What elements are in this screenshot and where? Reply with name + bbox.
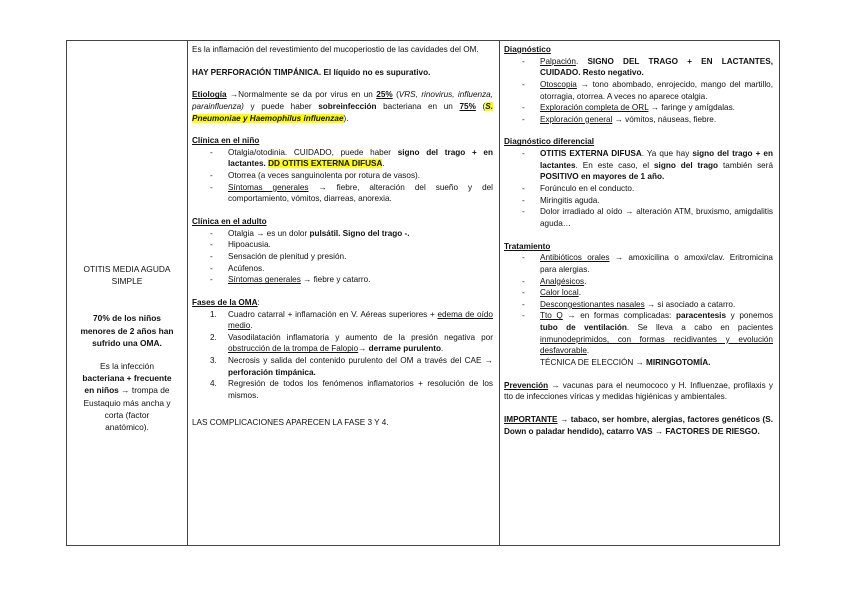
prevalence-note: 70% de los niños menores de 2 años han sufrido una OMA.: [80, 313, 174, 348]
list-item: - Exploración general → vómitos, náuseas, fiebre.: [522, 114, 773, 126]
list-item: - Palpación. SIGNO DEL TRAGO + EN LACTANTES, CUIDADO. Resto negativo.: [522, 56, 773, 79]
list-item: 3. Necrosis y salida del contenido purulento del OM a través del CAE → perforación timpánica.: [210, 356, 493, 377]
definition-text: Es la inflamación del revestimiento del mucoperiostio de las cavidades del OM.: [192, 45, 479, 54]
list-item: - Otalgia → es un dolor pulsátil. Signo del trago -.: [210, 228, 493, 240]
list-item: - Forúnculo en el conducto.: [522, 183, 773, 195]
list-item: - Síntomas generales → fiebre, alteración del sueño y del comportamiento, vómitos, diarreas, anorexia.: [210, 182, 493, 205]
important-paragraph: IMPORTANTE → tabaco, ser hombre, alergias, factores genéticos (S. Down o paladar hendido), catarro VAS → FACTORES DE RIESGO.: [504, 414, 773, 436]
topic-title: OTITIS MEDIA AGUDA SIMPLE: [83, 264, 171, 287]
phases-list: [192, 309, 493, 402]
list-item: - Otoscopia → tono abombado, enrojecido, mango del martillo, otorragia, otorrea. A veces no aparece otalgia.: [522, 79, 773, 102]
differential-list: [504, 148, 773, 229]
list-item: - Hipoacusia.: [210, 239, 493, 251]
phases-heading: Fases de la OMA:: [192, 297, 260, 307]
list-item: 2. Vasodilatación inflamatoria y aumento de la presión negativa por obstrucción de la trompa de Falopio→ derrame purulento.: [210, 332, 493, 354]
list-item: - Descongestionantes nasales → si asociado a catarro.: [522, 299, 773, 311]
list-item: - Miringitis aguda.: [522, 195, 773, 207]
list-item: 4. Regresión de todos los fenómenos inflamatorios + resolución de los mismos.: [210, 379, 493, 401]
complications-note: LAS COMPLICACIONES APARECEN LA FASE 3 Y 4.: [192, 417, 389, 427]
list-item: - Analgésicos.: [522, 276, 773, 288]
treatment-heading: Tratamiento: [504, 241, 551, 251]
list-item: 1. Cuadro catarral + inflamación en V. Aéreas superiores + edema de oído medio.: [210, 309, 493, 331]
child-clinic-heading: Clínica en el niño: [192, 136, 260, 146]
list-item: - Exploración completa de ORL → faringe y amígdalas.: [522, 102, 773, 114]
list-item: - Tto Q → en formas complicadas: paracentesis y ponemos tubo de ventilación. Se lleva a cabo en pacientes inmunodeprimidos, con formas recidivantes y evolución desfavorable. TÉCNICA DE ELECCIÓN → MIRINGOTOMÍA.: [522, 310, 773, 368]
diagnosis-column: [500, 41, 779, 545]
cause-note: Es la infección bacteriana + frecuente en niños → trompa de Eustaquio más ancha y corta (factor anatómico).: [82, 360, 172, 432]
diagnosis-heading: Diagnóstico: [504, 45, 551, 54]
list-item: - OTITIS EXTERNA DIFUSA. Ya que hay signo del trago + en lactantes. En este caso, el signo del trago también será POSITIVO en mayores de 1 año.: [522, 148, 773, 183]
list-item: - Calor local.: [522, 287, 773, 299]
child-clinic-list: [192, 147, 493, 205]
list-item: - Antibióticos orales → amoxicilina o amoxi/clav. Eritromicina para alergias.: [522, 252, 773, 275]
topic-column: [67, 41, 187, 545]
adult-clinic-list: [192, 228, 493, 286]
etiology-paragraph: Etiología →Normalmente se da por virus en un 25% (VRS, rinovirus, influenza, parainfluenza) y puede haber sobreinfección bacteriana en un 75% (S. Pneumoniae y Haemophilus influenzae).: [192, 90, 493, 123]
topic-summary: [71, 263, 183, 433]
description-column: [188, 41, 499, 545]
list-item: - Otalgia/otodinia. CUIDADO, puede haber signo del trago + en lactantes. DD OTITIS EXTERNA DIFUSA.: [210, 147, 493, 170]
differential-heading: Diagnóstico diferencial: [504, 137, 595, 147]
adult-clinic-heading: Clínica en el adulto: [192, 217, 267, 227]
perforation-note: HAY PERFORACIÓN TIMPÁNICA. El líquido no es supurativo.: [192, 67, 431, 77]
diagnosis-list: [504, 56, 773, 126]
list-item: - Dolor irradiado al oído → alteración ATM, bruxismo, amigdalitis aguda…: [522, 206, 773, 229]
list-item: - Sensación de plenitud y presión.: [210, 251, 493, 263]
list-item: - Acúfenos.: [210, 263, 493, 275]
notes-table: [66, 40, 780, 546]
treatment-list: [504, 252, 773, 368]
list-item: - Otorrea (a veces sanguinolenta por rotura de vasos).: [210, 170, 493, 182]
etiology-heading: Etiología: [192, 90, 227, 100]
list-item: - Síntomas generales → fiebre y catarro.: [210, 274, 493, 286]
prevention-paragraph: Prevención → vacunas para el neumococo y H. Influenzae, profilaxis y tto de infecciones víricas y medidas higiénicas y ambientales.: [504, 380, 773, 402]
